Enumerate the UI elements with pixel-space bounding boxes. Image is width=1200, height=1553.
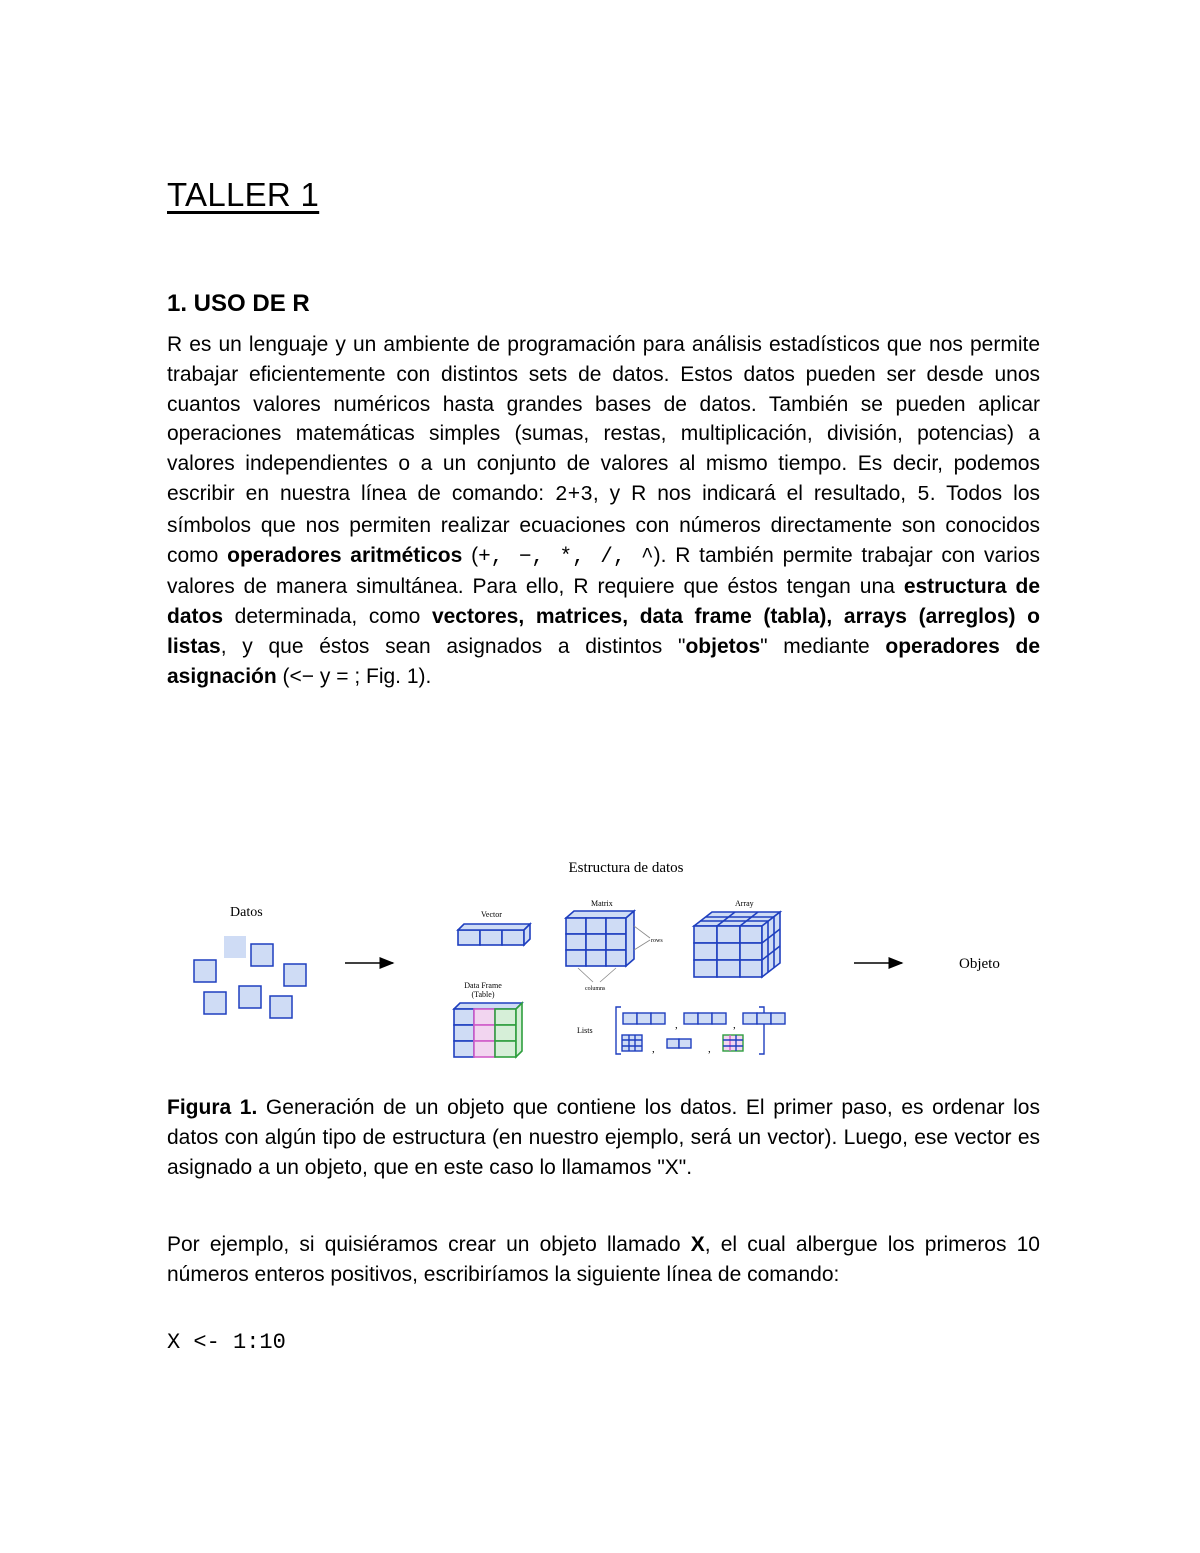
text-run: determinada, como	[223, 605, 432, 629]
example-paragraph	[167, 1230, 1040, 1290]
rows-label: rows	[651, 938, 663, 944]
matrix-diagram	[566, 911, 634, 966]
intro-paragraph	[167, 330, 1040, 692]
array-label: Array	[735, 899, 754, 908]
datos-label: Datos	[230, 905, 263, 920]
bold-term: X	[690, 1233, 705, 1256]
section-heading-uso-de-r: 1. USO DE R	[167, 290, 310, 317]
text-run: " mediante	[760, 634, 886, 658]
loose-data-squares	[194, 936, 306, 1018]
text-run: Por ejemplo, si quisiéramos crear un objeto llamado	[167, 1233, 691, 1256]
dataframe-diagram	[454, 1003, 522, 1057]
list-diagram	[616, 1007, 785, 1054]
text-run: , el cual albergue los primeros 10 números enteros positivos, escribiríamos la siguiente línea de comando:	[167, 1233, 1040, 1286]
objeto-label: Objeto	[959, 956, 1000, 972]
matrix-label: Matrix	[591, 899, 613, 908]
inline-code: +, −, *, /, ^	[478, 545, 654, 569]
caption-text: Generación de un objeto que contiene los datos. El primer paso, es ordenar los datos con algún tipo de estructura (en nuestro ejemplo, será un vector). Luego, ese vector es asignado a un objeto, que en este caso lo llamamos "X".	[167, 1096, 1040, 1179]
inline-code: 2+3	[555, 483, 593, 507]
bold-term: objetos	[685, 634, 761, 658]
inline-code: 5	[917, 483, 930, 507]
bold-term: vectores, matrices, data frame (tabla), arrays (arreglos) o listas	[167, 605, 1040, 658]
list-label: Lists	[577, 1026, 593, 1035]
text-run: , y R nos indicará el resultado,	[592, 481, 918, 505]
bold-term: operadores de asignación	[167, 634, 1041, 688]
dataframe-sublabel: (Table)	[471, 990, 495, 999]
list-comma: ,	[733, 1019, 736, 1031]
list-comma: ,	[708, 1043, 711, 1055]
vector-diagram	[458, 924, 530, 945]
dataframe-label: Data Frame	[464, 981, 502, 990]
figure-title: Estructura de datos	[568, 860, 684, 876]
text-run: . Todos los símbolos que nos permiten realizar ecuaciones con números directamente son conocidos como	[167, 481, 1040, 567]
bold-term: estructura de datos	[167, 575, 1041, 629]
list-comma: ,	[675, 1019, 678, 1031]
list-comma: ,	[652, 1043, 655, 1055]
document-title: TALLER 1	[167, 176, 320, 213]
text-run: (<− y = ; Fig. 1).	[276, 664, 432, 688]
text-run: (	[462, 543, 479, 567]
figure-caption	[167, 1093, 1040, 1182]
text-run: R es un lenguaje y un ambiente de programación para análisis estadísticos que nos permite trabajar eficientemente con distintos sets de datos. Estos datos pueden ser desde unos cuantos valores numéricos hasta grandes bases de datos. También se pueden aplicar operaciones matemáticas simples (sumas, restas, multiplicación, división, potencias) a valores independientes o a un conjunto de valores al mismo tiempo. Es decir, podemos escribir en nuestra línea de comando:	[167, 333, 1040, 505]
text-run: ). R también permite trabajar con varios valores de manera simultánea. Para ello, R requiere que éstos tengan una	[167, 543, 1041, 599]
figure-1-data-structures	[188, 850, 1018, 1065]
text-run: , y que éstos sean asignados a distintos "	[220, 634, 686, 658]
bold-term: operadores aritméticos	[227, 543, 463, 567]
caption-label: Figura 1.	[167, 1096, 258, 1119]
columns-label: columns	[585, 986, 606, 992]
array-diagram	[694, 912, 780, 977]
vector-label: Vector	[481, 910, 502, 919]
code-example: X <- 1:10	[167, 1330, 286, 1355]
